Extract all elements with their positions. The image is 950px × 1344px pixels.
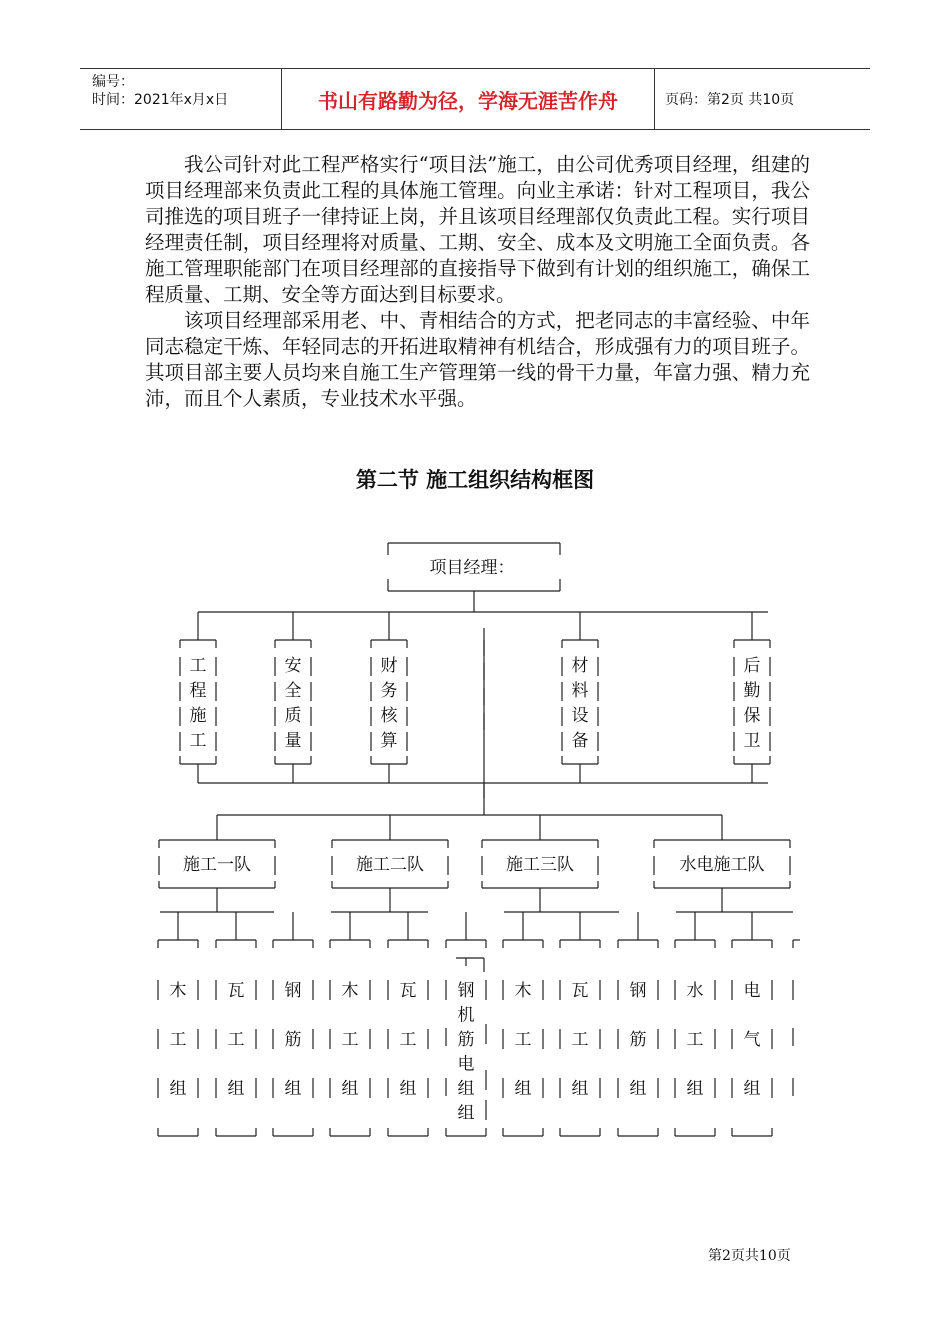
department-char: 全 xyxy=(284,681,302,701)
group-char: 气 xyxy=(743,1030,761,1050)
department-char: 料 xyxy=(571,681,589,701)
department-char: 财 xyxy=(380,656,398,676)
group-char: 水 xyxy=(686,981,704,1001)
group-char: 电 xyxy=(457,1054,475,1075)
group-char: 筋 xyxy=(457,1030,475,1050)
group-char: 瓦 xyxy=(399,981,417,1001)
department-char: 工 xyxy=(189,731,207,751)
group-char: 组 xyxy=(284,1079,302,1099)
group-char: 钢 xyxy=(457,981,475,1001)
group-char: 组 xyxy=(457,1079,475,1099)
group-char: 机 xyxy=(457,1005,475,1026)
department-char: 材 xyxy=(571,656,589,676)
group-char: 工 xyxy=(514,1030,532,1050)
department-char: 备 xyxy=(571,731,589,751)
group-char: 组 xyxy=(399,1079,417,1099)
paragraph: 该项目经理部采用老、中、青相结合的方式，把老同志的丰富经验、中年同志稳定干炼、年轻同志的开拓进取精神有机结合，形成强有力的项目班子。其项目部主要人员均来自施工生产管理第一线的骨干力量，年富力强、精力充沛，而且个人素质，专业技术水平强。 xyxy=(145,309,810,410)
department-char: 质 xyxy=(284,706,302,726)
group-char: 组 xyxy=(457,1103,475,1124)
group-char: 工 xyxy=(686,1030,704,1050)
group-char: 工 xyxy=(341,1030,359,1050)
department-char: 勤 xyxy=(743,681,761,701)
number-label: 编号： xyxy=(92,74,134,90)
department-char: 算 xyxy=(380,731,398,751)
group-char: 筋 xyxy=(629,1030,647,1050)
group-char: 瓦 xyxy=(227,981,245,1001)
root-label: 项目经理： xyxy=(429,558,515,578)
group-char: 筋 xyxy=(284,1030,302,1050)
header-page-info: 页码：第2页 共10页 xyxy=(665,92,795,108)
group-char: 组 xyxy=(169,1079,187,1099)
department-char: 施 xyxy=(189,706,207,726)
department-char: 安 xyxy=(284,656,302,676)
group-char: 木 xyxy=(514,981,532,1001)
group-char: 组 xyxy=(686,1079,704,1099)
department-char: 务 xyxy=(380,681,398,701)
section-title: 第二节 施工组织结构框图 xyxy=(355,468,595,492)
department-char: 设 xyxy=(571,706,589,726)
group-char: 工 xyxy=(169,1030,187,1050)
group-char: 组 xyxy=(514,1079,532,1099)
paragraph: 我公司针对此工程严格实行“项目法”施工，由公司优秀项目经理，组建的项目经理部来负责此工程的具体施工管理。向业主承诺：针对工程项目，我公司推选的项目班子一律持证上岗，并且该项目经理部仅负责此工程。实行项目经理责任制，项目经理将对质量、工期、安全、成本及文明施工全面负责。各施工管理职能部门在项目经理部的直接指导下做到有计划的组织施工，确保工程质量、工期、安全等方面达到目标要求。 xyxy=(145,153,810,306)
group-char: 钢 xyxy=(629,981,647,1001)
team-label: 施工一队 xyxy=(183,855,251,875)
department-char: 量 xyxy=(284,731,302,751)
department-char: 工 xyxy=(189,656,207,676)
group-char: 电 xyxy=(743,981,761,1001)
group-char: 组 xyxy=(571,1079,589,1099)
group-char: 组 xyxy=(341,1079,359,1099)
group-char: 木 xyxy=(341,981,359,1001)
page-footer: 第2页共10页 xyxy=(708,1248,791,1264)
time-label: 时间：2021年x月x日 xyxy=(92,92,229,108)
group-char: 工 xyxy=(399,1030,417,1050)
group-char: 木 xyxy=(169,981,187,1001)
department-char: 后 xyxy=(743,656,761,676)
department-char: 保 xyxy=(743,706,761,726)
group-char: 工 xyxy=(227,1030,245,1050)
group-char: 工 xyxy=(571,1030,589,1050)
team-label: 施工三队 xyxy=(506,855,574,875)
group-char: 钢 xyxy=(284,981,302,1001)
group-char: 组 xyxy=(227,1079,245,1099)
department-char: 程 xyxy=(189,681,207,701)
department-char: 卫 xyxy=(743,731,761,751)
group-char: 组 xyxy=(629,1079,647,1099)
group-char: 瓦 xyxy=(571,981,589,1001)
group-char: 组 xyxy=(743,1079,761,1099)
header-motto: 书山有路勤为径，学海无涯苦作舟 xyxy=(281,69,655,129)
department-char: 核 xyxy=(380,706,398,726)
team-label: 水电施工队 xyxy=(679,855,765,875)
team-label: 施工二队 xyxy=(356,855,424,875)
